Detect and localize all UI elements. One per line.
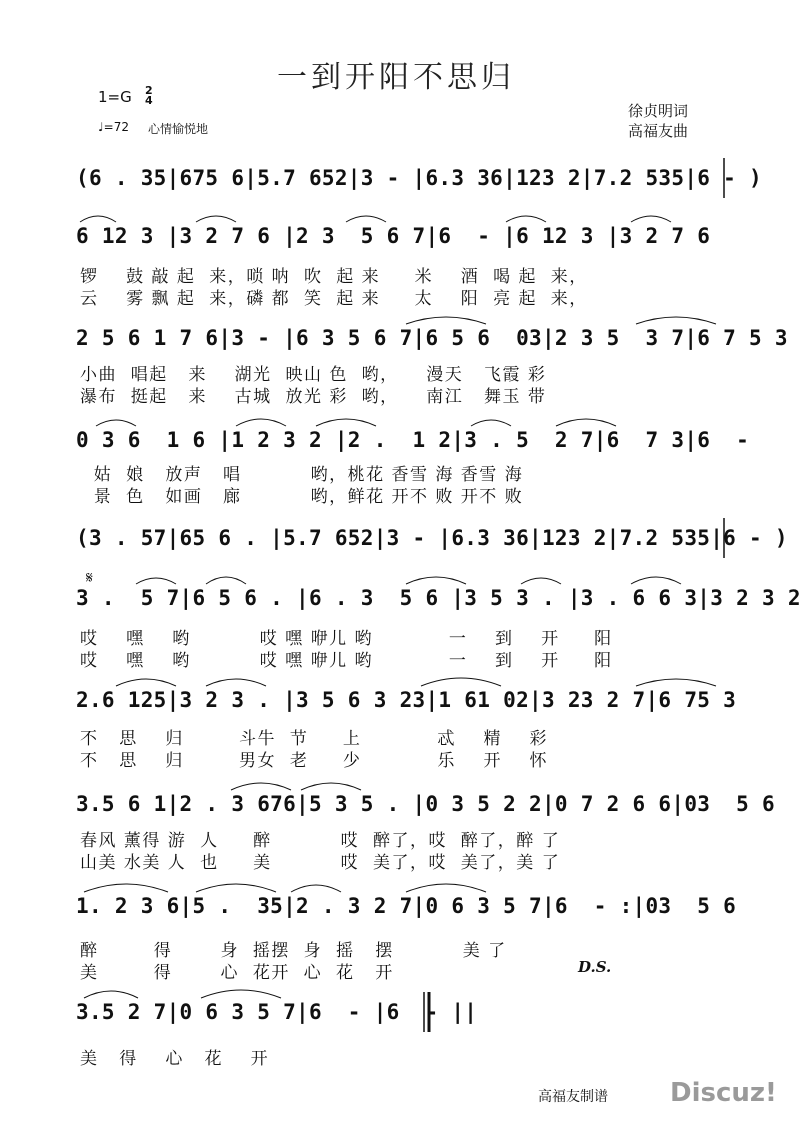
segno-sign: 𝄋 <box>86 568 93 587</box>
lyric-line-1: 美 得 心 花 开 <box>80 1049 270 1069</box>
lyric-line-1: 春风 薰得 游 人 醉 哎 醉了，哎 醉了，醉 了 <box>80 831 561 851</box>
notation-line: 3.5 2 7|0 6 3 5 7|6 - |6 - || <box>76 1000 478 1024</box>
lyric-line-1: 锣 鼓 敲 起 来，唢 呐 吹 起 来 米 酒 喝 起 来， <box>80 267 588 287</box>
score-system <box>76 586 801 622</box>
expression-marking: 心情愉悦地 <box>148 122 209 136</box>
lyric-line-2: 景 色 如画 廊 哟，鲜花 开不 败 开不 败 <box>80 487 524 507</box>
lyric-line-2: 云 雾 飘 起 来，磷 都 笑 起 来 太 阳 亮 起 来， <box>80 289 588 309</box>
notation-line: 1. 2 3 6|5 . 35|2 . 3 2 7|0 6 3 5 7|6 - :|03 5 6 <box>76 894 737 918</box>
score-system <box>76 326 788 362</box>
dal-segno-mark: D.S. <box>578 958 612 976</box>
time-signature <box>145 86 153 106</box>
notation-line: (6 . 35|675 6|5.7 652|3 - |6.3 36|123 2|7.2 535|6 - ) <box>76 166 762 190</box>
lyricist-credit: 徐贞明词 <box>628 102 689 120</box>
score-system <box>76 428 750 464</box>
score-system <box>76 166 762 202</box>
time-signature-top: 2 <box>145 84 153 97</box>
lyric-line-1: 小曲 唱起 来 湖光 映山 色 哟， 漫天 飞霞 彩 <box>80 365 547 385</box>
lyric-line-1: 醉 得 身 摇摆 身 摇 摆 美 了 <box>80 941 507 961</box>
score-system <box>76 526 788 562</box>
lyric-line-2: 不 思 归 男女 老 少 乐 开 怀 <box>80 751 549 771</box>
key-signature: 1=G <box>98 88 132 106</box>
notation-line: 0 3 6 1 6 |1 2 3 2 |2 . 1 2|3 . 5 2 7|6 7 3|6 - <box>76 428 750 452</box>
score-system <box>76 1000 726 1036</box>
notation-line: 3.5 6 1|2 . 3 676|5 3 5 . |0 3 5 2 2|0 7 2 6 6|03 5 6 <box>76 792 775 816</box>
lyric-line-2: 美 得 心 花开 心 花 开 <box>80 963 401 983</box>
score-system <box>76 688 737 724</box>
lyric-line-1: 不 思 归 斗牛 节 上 忒 精 彩 <box>80 729 549 749</box>
song-title: 一到开阳不思归 <box>277 60 515 95</box>
arranger-credit: 高福友制谱 <box>538 1089 608 1105</box>
lyric-line-1: 姑 娘 放声 唱 哟，桃花 香雪 海 香雪 海 <box>80 465 524 485</box>
notation-line: (3 . 57|65 6 . |5.7 652|3 - |6.3 36|123 2|7.2 535|6 - ) <box>76 526 788 550</box>
notation-line: 2 5 6 1 7 6|3 - |6 3 5 6 7|6 5 6 03|2 3 5 3 7|6 7 5 3 <box>76 326 788 350</box>
lyric-line-1: 哎 嘿 哟 哎 嘿 咿儿 哟 一 到 开 阳 <box>80 629 613 649</box>
notation-line: 2.6 125|3 2 3 . |3 5 6 3 23|1 61 02|3 23 2 7|6 75 3 <box>76 688 737 712</box>
lyric-line-2: 瀑布 挺起 来 古城 放光 彩 哟， 南江 舞玉 带 <box>80 387 547 407</box>
notation-line: 3 . 5 7|6 5 6 . |6 . 3 5 6 |3 5 3 . |3 . 6 6 3|3 2 3 2 <box>76 586 801 610</box>
score-system <box>76 792 775 828</box>
watermark: Discuz! <box>670 1078 777 1108</box>
composer-credit: 高福友曲 <box>628 122 689 140</box>
time-signature-bottom: 4 <box>145 94 153 107</box>
notation-line: 6 12 3 |3 2 7 6 |2 3 5 6 7|6 - |6 12 3 |3 2 7 6 <box>76 224 711 248</box>
lyric-line-2: 哎 嘿 哟 哎 嘿 咿儿 哟 一 到 开 阳 <box>80 651 613 671</box>
score-system <box>76 894 737 930</box>
score-system <box>76 224 726 260</box>
tempo-marking: ♩=72 <box>98 120 129 134</box>
lyric-line-2: 山美 水美 人 也 美 哎 美了，哎 美了，美 了 <box>80 853 561 873</box>
